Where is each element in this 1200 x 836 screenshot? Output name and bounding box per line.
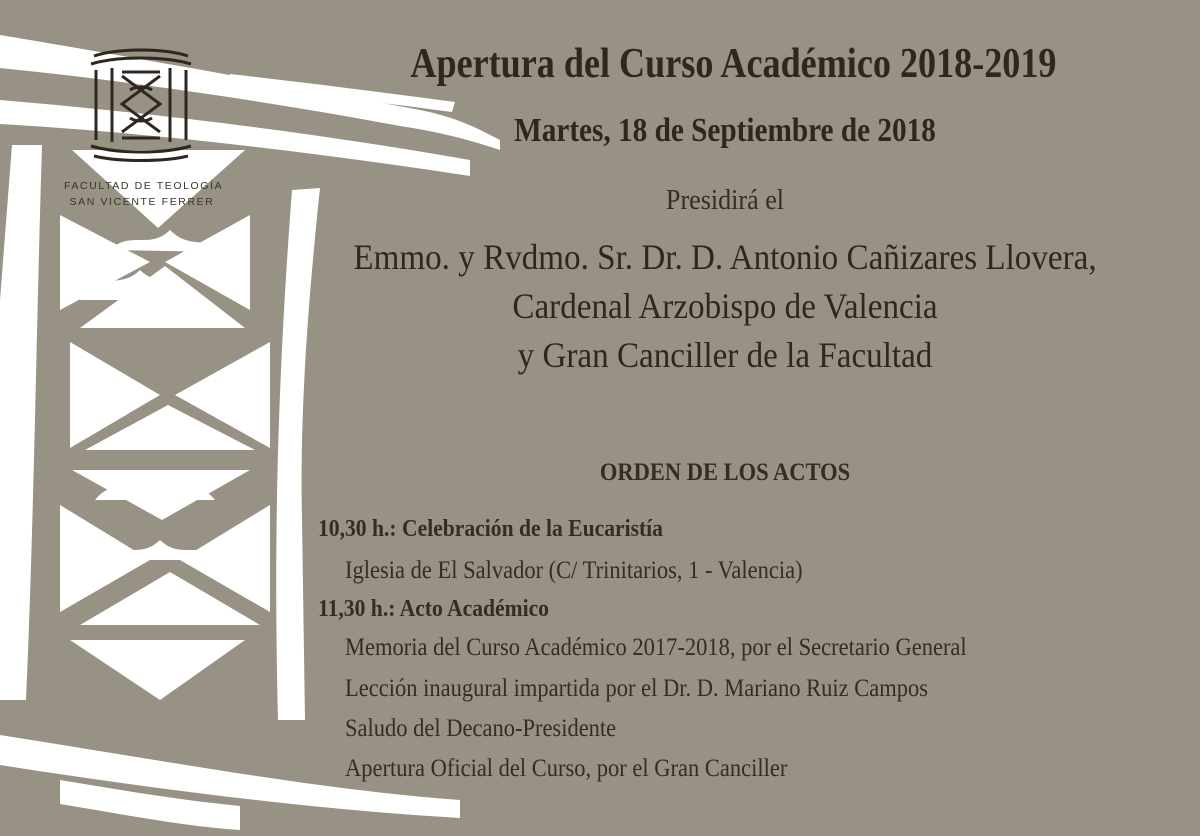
event-2-item-3: Saludo del Decano-Presidente [345,715,617,742]
event-2-item-1: Memoria del Curso Académico 2017-2018, por el Secretario General [345,634,967,661]
event-2-heading: 11,30 h.: Acto Académico [318,596,549,622]
logo-caption-line2: SAN VICENTE FERRER [69,196,215,208]
event-1-item-1: Iglesia de El Salvador (C/ Trinitarios, 1 - Valencia) [345,557,803,584]
presided-by-intro: Presidirá el [665,184,785,216]
president-line-1: Emmo. y Rvdmo. Sr. Dr. D. Antonio Cañizares Llovera, [353,237,1097,277]
president-line-3: y Gran Canciller de la Facultad [517,335,933,375]
president-line-2: Cardenal Arzobispo de Valencia [512,286,938,326]
faculty-logo [88,46,194,164]
logo-caption-line1: FACULTAD DE TEOLOGÍA [64,180,224,192]
event-2-item-2: Lección inaugural impartida por el Dr. D. Mariano Ruiz Campos [345,675,928,702]
event-1-heading: 10,30 h.: Celebración de la Eucaristía [318,516,663,542]
program-heading: ORDEN DE LOS ACTOS [599,459,851,486]
event-2-item-4: Apertura Oficial del Curso, por el Gran Canciller [345,755,788,782]
event-date: Martes, 18 de Septiembre de 2018 [514,112,936,149]
event-title: Apertura del Curso Académico 2018-2019 [410,41,1057,87]
